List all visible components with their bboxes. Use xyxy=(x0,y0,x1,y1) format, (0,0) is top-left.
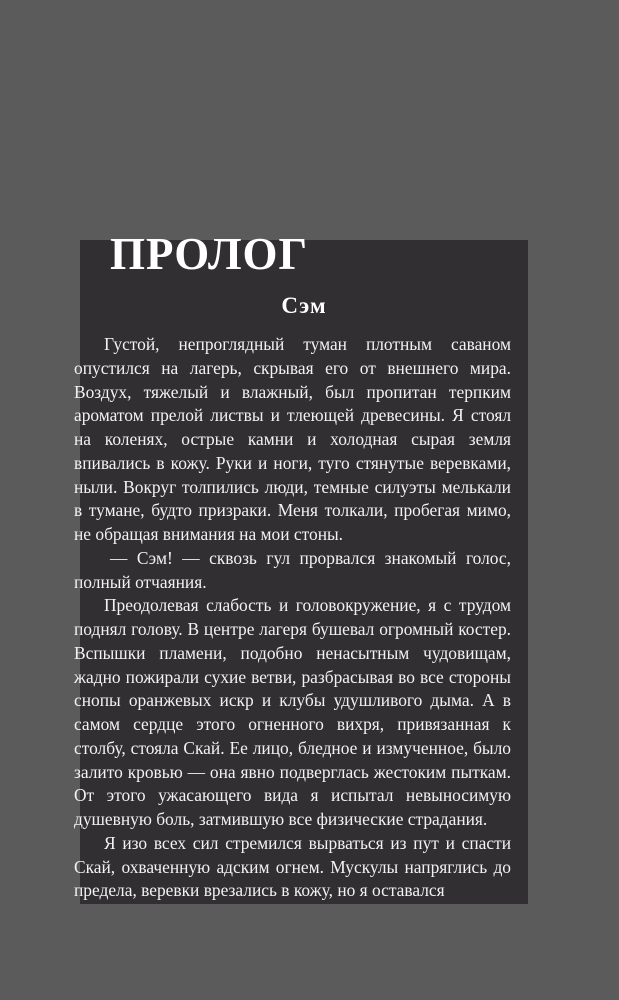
body-text xyxy=(74,333,511,903)
chapter-title: ПРОЛОГ xyxy=(110,229,309,279)
character-name: Сэм xyxy=(281,293,327,318)
paragraph: Я изо всех сил стремился вырваться из пут и спасти Скай, охваченную адским огнем. Мускулы напряглись до предела, веревки врезались в кожу, но я оставался xyxy=(74,832,511,901)
paragraph: Густой, непроглядный туман плотным саваном опустился на лагерь, скрывая его от внешнего мира. Воздух, тяжелый и влажный, был пропитан терпким ароматом прелой листвы и тлеющей древесины. Я стоял на коленях, острые камни и холодная сырая земля впивались в кожу. Руки и ноги, туго стянутые веревками, ныли. Вокруг толпились люди, темные силуэты мелькали в тумане, будто призраки. Меня толкали, пробегая мимо, не обращая внимания на мои стоны. xyxy=(74,334,511,544)
paragraph: Преодолевая слабость и головокружение, я с трудом поднял голову. В центре лагеря бушевал огромный костер. Вспышки пламени, подобно ненасытным чудовищам, жадно пожирали сухие ветви, разбрасывая во все стороны снопы оранжевых искр и клубы удушливого дыма. А в самом сердце этого огненного вихря, привязанная к столбу, стояла Скай. Ее лицо, бледное и измученное, было залито кровью — она явно подверглась жестоким пыткам. От этого ужасающего вида я испытал невыносимую душевную боль, затмившую все физические страдания. xyxy=(74,595,511,829)
dialogue-paragraph: — Сэм! — сквозь гул прорвался знакомый голос, полный отчаяния. xyxy=(74,547,511,592)
